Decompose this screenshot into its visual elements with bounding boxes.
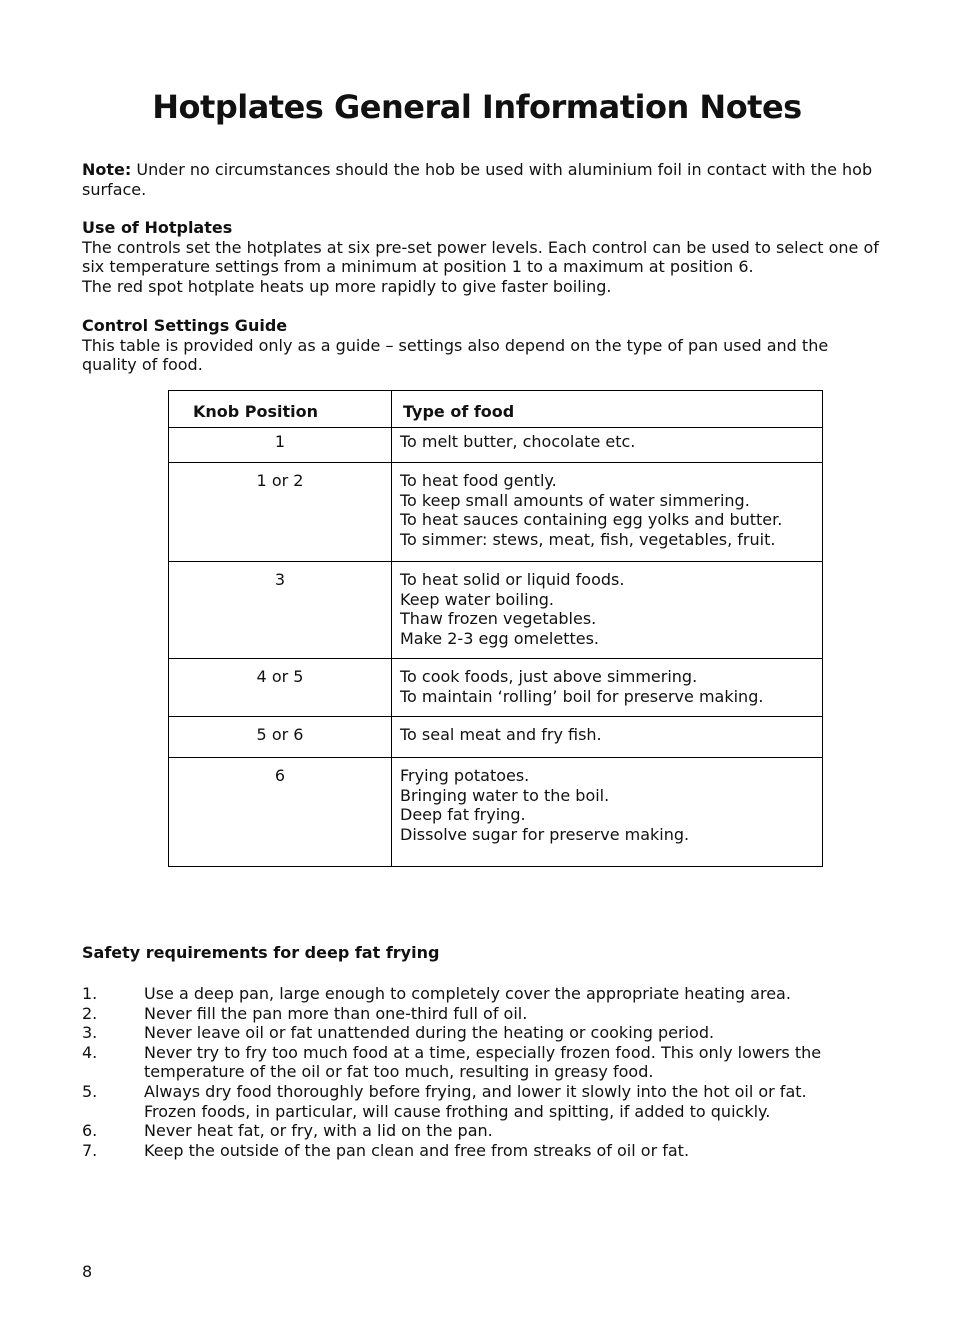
list-text: Never leave oil or fat unattended during the heating or cooking period. (144, 1023, 715, 1043)
list-text: Never try to fry too much food at a time, especially frozen food. This only lowers the temperature of the oil or fat too much, resulting in greasy food. (144, 1042, 822, 1082)
list-item (82, 1141, 822, 1161)
use-of-hotplates-heading: Use of Hotplates (82, 218, 233, 237)
food-line: Thaw frozen vegetables. (400, 609, 597, 629)
knob-position-cell: 1 or 2 (169, 463, 392, 562)
food-line: Deep fat frying. (400, 805, 526, 825)
list-number: 3. (82, 1023, 98, 1043)
food-line: Frying potatoes. (400, 766, 530, 785)
list-number: 1. (82, 984, 98, 1003)
food-line: To melt butter, chocolate etc. (400, 432, 636, 451)
food-line: To heat sauces containing egg yolks and butter. (400, 510, 783, 530)
list-number: 7. (82, 1140, 98, 1160)
type-of-food-cell (392, 717, 823, 758)
control-settings-table (168, 390, 823, 867)
table-row (169, 562, 823, 659)
control-settings-guide-section (82, 316, 882, 375)
type-of-food-cell (392, 463, 823, 562)
food-line: Make 2-3 egg omelettes. (400, 628, 600, 648)
list-number: 6. (82, 1121, 98, 1141)
food-line: To maintain ‘rolling’ boil for preserve making. (400, 686, 764, 706)
type-of-food-cell (392, 562, 823, 659)
table-row (169, 463, 823, 562)
list-item (82, 1082, 822, 1121)
food-line: Bringing water to the boil. (400, 785, 610, 805)
note-text: Under no circumstances should the hob be used with aluminium foil in contact with the hob surface. (82, 160, 873, 199)
list-text: Keep the outside of the pan clean and free from streaks of oil or fat. (144, 1140, 690, 1160)
list-item (82, 984, 822, 1004)
food-line: To cook foods, just above simmering. (400, 667, 698, 686)
food-line: To simmer: stews, meat, fish, vegetables, fruit. (400, 529, 776, 549)
table-row (169, 659, 823, 717)
red-spot-text: The red spot hotplate heats up more rapidly to give faster boiling. (82, 276, 612, 296)
safety-section-heading (82, 943, 882, 963)
list-number: 2. (82, 1003, 98, 1023)
use-of-hotplates-section (82, 218, 882, 296)
use-of-hotplates-text: The controls set the hotplates at six pre-set power levels. Each control can be used to select one of six temperature settings from a minimum at position 1 to a maximum at position 6. (82, 237, 879, 277)
food-line: To heat food gently. (400, 471, 557, 490)
list-number: 4. (82, 1042, 98, 1062)
list-text: Never heat fat, or fry, with a lid on the pan. (144, 1121, 493, 1141)
type-of-food-cell (392, 428, 823, 463)
table-row (169, 428, 823, 463)
type-of-food-cell (392, 659, 823, 717)
list-item (82, 1004, 822, 1024)
knob-position-cell: 3 (169, 562, 392, 659)
list-item (82, 1023, 822, 1043)
page-number: 8 (82, 1262, 93, 1281)
header-knob-position: Knob Position (169, 391, 392, 428)
food-line: To heat solid or liquid foods. (400, 570, 625, 589)
food-line: To seal meat and fry fish. (400, 725, 602, 744)
control-settings-text: This table is provided only as a guide – settings also depend on the type of pan used and the quality of food. (82, 335, 829, 375)
list-number: 5. (82, 1081, 98, 1101)
list-text: Never fill the pan more than one-third full of oil. (144, 1003, 528, 1023)
header-type-of-food: Type of food (392, 391, 823, 428)
note-paragraph (82, 160, 882, 199)
list-text: Always dry food thoroughly before frying, and lower it slowly into the hot oil or fat. Frozen foods, in particular, will cause frothing and spitting, if added to quickly. (144, 1081, 807, 1121)
food-line: Dissolve sugar for preserve making. (400, 824, 690, 844)
safety-list (82, 984, 822, 1160)
control-settings-heading: Control Settings Guide (82, 316, 288, 335)
list-text: Use a deep pan, large enough to completely cover the appropriate heating area. (144, 984, 791, 1003)
type-of-food-cell (392, 758, 823, 867)
table-row (169, 758, 823, 867)
note-label: Note: (82, 160, 132, 179)
knob-position-cell: 1 (169, 428, 392, 463)
list-item (82, 1043, 822, 1082)
knob-position-cell: 4 or 5 (169, 659, 392, 717)
table-header-row (169, 391, 823, 428)
page-title: Hotplates General Information Notes (152, 88, 802, 126)
knob-position-cell: 6 (169, 758, 392, 867)
list-item (82, 1121, 822, 1141)
knob-position-cell: 5 or 6 (169, 717, 392, 758)
food-line: Keep water boiling. (400, 589, 554, 609)
food-line: To keep small amounts of water simmering. (400, 490, 750, 510)
table-row (169, 717, 823, 758)
safety-heading: Safety requirements for deep fat frying (82, 943, 440, 962)
